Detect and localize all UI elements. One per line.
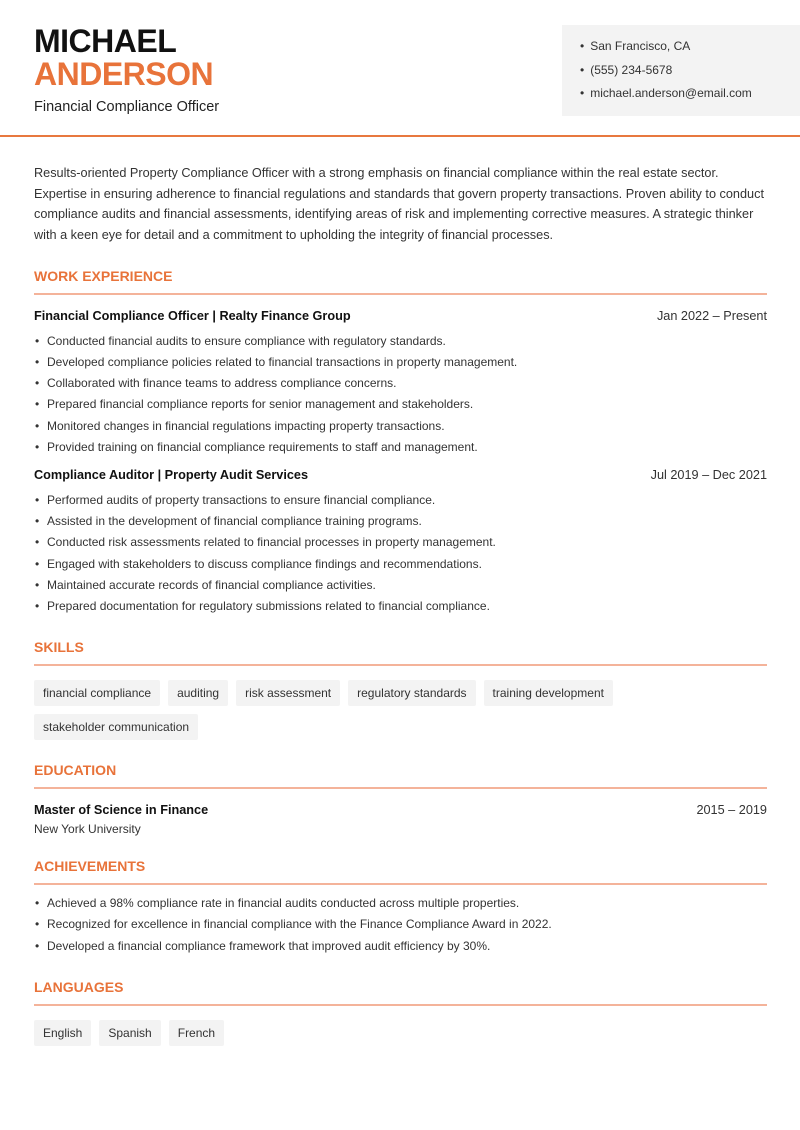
section-heading: ACHIEVEMENTS <box>34 858 767 885</box>
job-dates: Jul 2019 – Dec 2021 <box>650 468 767 483</box>
job-dates: Jan 2022 – Present <box>656 308 767 323</box>
work-experience-section <box>34 268 767 617</box>
contact-email[interactable]: • michael.anderson@email.com <box>580 85 800 109</box>
summary: Results-oriented Property Compliance Officer with a strong emphasis on financial compliance within the real estate sector. Expertise in ensuring adherence to financial regulations and standards that govern property transactions. Proven ability to conduct compliance audits and financial assessments, identifying areas of risk and implementing corrective measures. A strategic thinker with a keen eye for detail and a commitment to upholding the integrity of financial processes. <box>34 166 764 243</box>
bullet-item: • Engaged with stakeholders to discuss compliance findings and recommendations. <box>34 554 767 575</box>
achievement-item: • Developed a financial compliance framework that improved audit efficiency by 30%. <box>34 936 767 957</box>
bullet-item: • Performed audits of property transactions to ensure financial compliance. <box>34 490 767 511</box>
degree: Master of Science in Finance <box>34 803 209 818</box>
bullet-item: • Provided training on financial compliance requirements to staff and management. <box>34 437 767 458</box>
first-name: MICHAEL <box>34 23 177 59</box>
resume-header <box>0 0 800 137</box>
skill-tag: training development <box>484 680 613 706</box>
bullet-item: • Prepared financial compliance reports for senior management and stakeholders. <box>34 394 767 415</box>
language-tag: Spanish <box>99 1020 160 1046</box>
bullet-item: • Collaborated with finance teams to address compliance concerns. <box>34 373 767 394</box>
section-heading: EDUCATION <box>34 762 767 789</box>
bullet-item: • Conducted risk assessments related to financial processes in property management. <box>34 532 767 553</box>
job-entry <box>34 468 767 617</box>
education-section <box>34 762 767 836</box>
job-header <box>34 468 767 482</box>
education-dates: 2015 – 2019 <box>696 803 767 818</box>
job-role: Financial Compliance Officer | Realty Finance Group <box>34 308 351 323</box>
skill-tag: regulatory standards <box>348 680 475 706</box>
job-bullets <box>34 331 767 458</box>
skill-tag: stakeholder communication <box>34 714 198 740</box>
bullet-item: • Developed compliance policies related to financial transactions in property management. <box>34 352 767 373</box>
job-bullets <box>34 490 767 617</box>
job-title: Financial Compliance Officer <box>34 99 220 115</box>
job-entry <box>34 309 767 458</box>
last-name: ANDERSON <box>34 56 214 92</box>
bullet-item: • Prepared documentation for regulatory submissions related to financial compliance. <box>34 596 767 617</box>
section-heading: SKILLS <box>34 639 767 666</box>
achievement-item: • Achieved a 98% compliance rate in financial audits conducted across multiple properties. <box>34 893 767 914</box>
bullet-item: • Maintained accurate records of financial compliance activities. <box>34 575 767 596</box>
skill-tag: risk assessment <box>236 680 340 706</box>
job-role: Compliance Auditor | Property Audit Services <box>34 468 309 483</box>
skill-tag: auditing <box>168 680 228 706</box>
contact-box <box>562 25 800 116</box>
contact-location: • San Francisco, CA <box>580 38 800 62</box>
bullet-item: • Conducted financial audits to ensure compliance with regulatory standards. <box>34 331 767 352</box>
section-heading: WORK EXPERIENCE <box>34 268 767 295</box>
language-tag: English <box>34 1020 91 1046</box>
achievements-section <box>34 858 767 957</box>
languages-section <box>34 979 767 1046</box>
bullet-item: • Monitored changes in financial regulations impacting property transactions. <box>34 416 767 437</box>
contact-phone: • (555) 234-5678 <box>580 62 800 86</box>
language-tag: French <box>169 1020 224 1046</box>
job-header <box>34 309 767 323</box>
section-heading: LANGUAGES <box>34 979 767 1006</box>
achievement-item: • Recognized for excellence in financial compliance with the Finance Compliance Award in 2022. <box>34 914 767 935</box>
school: New York University <box>34 822 141 837</box>
skills-section <box>34 639 767 740</box>
skill-tag: financial compliance <box>34 680 160 706</box>
bullet-item: • Assisted in the development of financial compliance training programs. <box>34 511 767 532</box>
